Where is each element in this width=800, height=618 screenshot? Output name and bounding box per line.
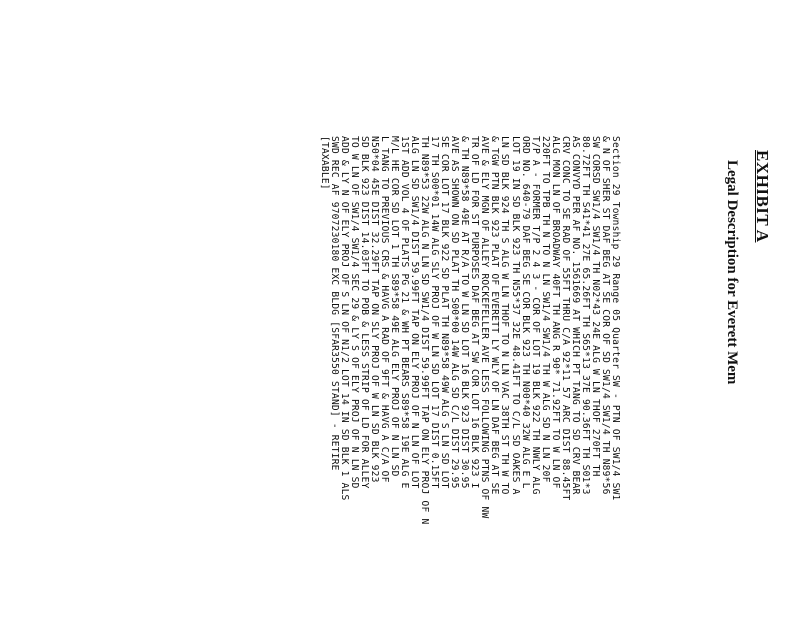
legal-description-line: ADD & LY N OF ELY PROJ OF S LN OF N1/2 LOT 14 IN SD BLK 1 ALS bbox=[338, 136, 350, 501]
legal-description-line: Section 29 Township 29 Range 05 Quarter SW - PTN OF SW1/4 SW1 bbox=[610, 136, 621, 501]
legal-description-line: & N OF SHER ST DAF BEG AT SE COR OF SD SW1/4 SW1/4 TH N89*56 bbox=[599, 136, 611, 495]
legal-description-line: N50*04 45E DIST 32.29FT TAP ON SLY PROJ OF W LN SD BLK 923 bbox=[368, 136, 380, 483]
legal-description-line: LOT 19 IN SD BLK 923 TH N55*37 32E 48.41FT TO C/L SD OAKES A bbox=[509, 136, 521, 495]
legal-description-line: ORD NO. 640-79 DAF BEG SE COR BLK 923 TH N00*40 32W ALG E L bbox=[519, 136, 531, 489]
rotated-document-page bbox=[310, 0, 800, 618]
legal-description-line: SW CORSD SW1/4 SW1/4 TH N02*43 24E ALG W LN THOF 270FT TH bbox=[589, 136, 601, 477]
document-heading: Legal Description for Everett Mem bbox=[724, 160, 740, 385]
legal-description-line: AVE AS SHOWN ON SD PLAT TH S00*00 14W ALG SD C/L DIST 29.95 bbox=[449, 136, 461, 489]
legal-description-line: & TGW PTN BLK 923 PLAT OF EVERETT LY WLY OF LN DAF BEG AT SE bbox=[489, 136, 501, 495]
legal-description-line: M/L HE COR SD LOT 1 TH S89*58 49E ALG ELY PROJ OF N LN SD bbox=[388, 136, 400, 477]
legal-description-line: 80.72FT TH S41*41 27E 65.26FT TH S65*13 37E 90.36FT TH S01*3 bbox=[579, 136, 591, 495]
legal-description-text bbox=[319, 136, 620, 524]
legal-description-line: 17 TH S00*01 14W ALG SLY PROJ OF W LN SD LOT 17 DIST 0.15FT bbox=[429, 136, 441, 489]
legal-description-line: AVE & ELY MGN OF ALLEY ROCKEFELLER AVE LESS FOLLOWING PTNS OF NW bbox=[479, 136, 491, 519]
legal-description-line: & TH N89*58 49E AT R/A TO W LN SD LOT 16 BLK 923 DIST 30.95 bbox=[459, 136, 471, 489]
legal-description-line: TH N89*53 22W ALG N LN SD SW1/4 DIST 59.99FT TAP ON ELY PROJ OF N bbox=[419, 136, 431, 525]
legal-description-line: [TAXABLE] bbox=[318, 136, 330, 190]
legal-description-line: T/P A - FORMER T/P 2 4 3 - COR OF LOT 19 BLK 922 TH NWLY ALG bbox=[529, 136, 541, 495]
legal-description-line: 1ST ADD VOL 4 OF PLATS PG 21 & WH PT BEARS S89*58 19E ALG E bbox=[399, 136, 411, 489]
legal-description-line: AS CONVYD PER AF NO. 1561669 AT WHICH PT TANG TO SD CRV BEAR bbox=[569, 136, 581, 495]
legal-description-line: TO W LN OF SW1/4 SW1/4 SEC 29 & LY S OF ELY PROJ OF N LN SD bbox=[348, 136, 360, 489]
legal-description-line: LN SD BLK 924 TH S ALG W LN THOF TO N LN VAC 38TH ST TH W TO bbox=[499, 136, 511, 495]
legal-description-line: SE COR LOT 17 BLK 922 SD PLAT TH N89*58 49W ALG S LN SD LOT bbox=[439, 136, 451, 489]
legal-description-line: SWD REC AF 9707230180 EXC BLDG [SFAR3550 STAND] - RETIRE bbox=[328, 136, 340, 471]
exhibit-title: EXHIBIT A bbox=[753, 150, 772, 243]
legal-description-line: TR OF LD FOR ST PURPOSES DAF BEG AT SW COR LOT 16 BLK 923 I bbox=[469, 136, 481, 489]
legal-description-line: SD BLK 923 DIST 14.03FT TO POB & LESS STRIP OF LD FOR ALLEY bbox=[358, 136, 370, 489]
legal-description-line: L TANG TO PREVIOUS CRS & HAVG A RAD OF 9FT & HAVG A C/A OF bbox=[378, 136, 390, 483]
legal-description-line: ALG LN SD SW1/4 DIST 59.99FT TAP ON ELY PROJ OF N LN OF LOT bbox=[409, 136, 421, 489]
legal-description-line: CRV CONC TO SE RAD OF 55FT THRU C/A 92*11 57 ARC DIST 88.45FT bbox=[559, 136, 571, 501]
legal-description-line: ALG MON LN OF BROADWAY 40FT TH ANG R 90* 71.92FT TO W LN OF bbox=[549, 136, 561, 489]
legal-description-line: 220FT TO TPB TH N TO N LN SW1/4 SW1/4 TH W ALG SD N LN 20F bbox=[539, 136, 551, 483]
